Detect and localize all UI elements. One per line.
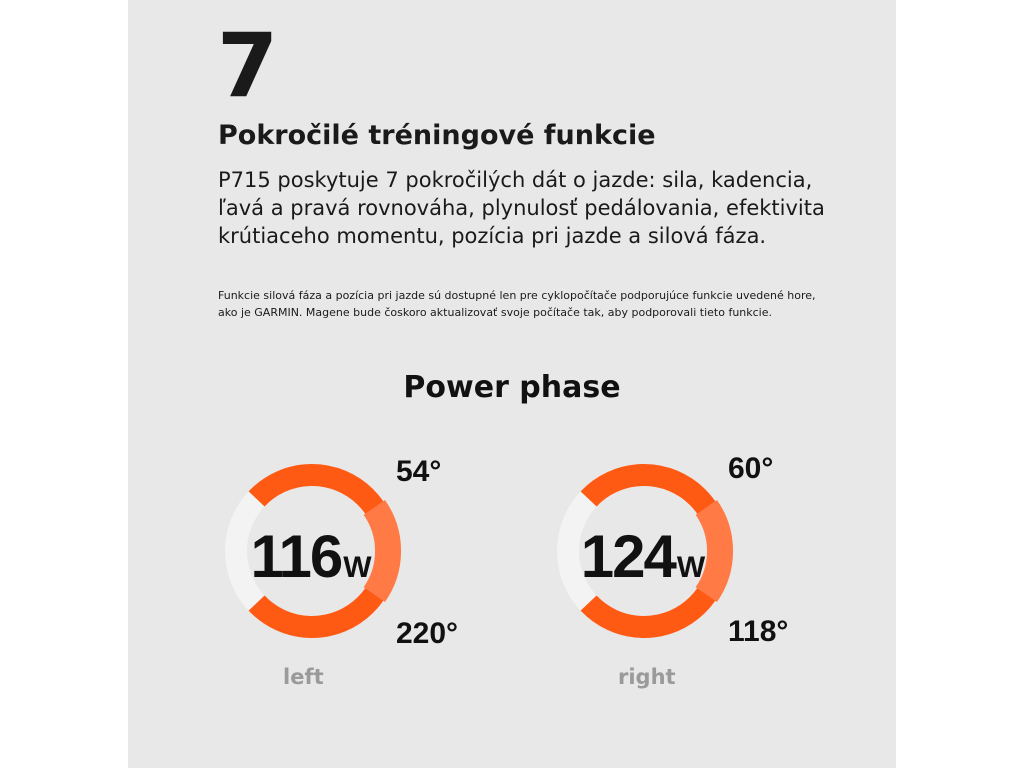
left-gauge [216, 455, 476, 695]
right-watts-unit: W [676, 551, 706, 584]
right-watts-value: 124 [580, 523, 675, 590]
right-label: right [618, 665, 676, 689]
right-start-angle: 60° [728, 452, 774, 485]
step-number: 7 [217, 14, 279, 117]
right-end-angle: 118° [728, 615, 789, 648]
right-watts [548, 522, 738, 591]
section-title: Power phase [403, 370, 621, 405]
left-watts [216, 522, 406, 591]
left-start-angle: 54° [396, 455, 442, 488]
intro-text: P715 poskytuje 7 pokročilých dát o jazde: sila, kadencia, ľavá a pravá rovnováha, plynulosť pedálovania, efektivita krútiaceho momentu, pozícia pri jazde a silová fáza. [218, 168, 825, 248]
headline: Pokročilé tréningové funkcie [218, 120, 656, 151]
left-label: left [283, 665, 324, 689]
note-text: Funkcie silová fáza a pozícia pri jazde sú dostupné len pre cyklopočítače podporujúce funkcie uvedené hore, ako je GARMIN. Magene bude čoskoro aktualizovať svoje počítače tak, aby podporovali tieto funkcie. [218, 289, 816, 319]
right-gauge [548, 452, 808, 695]
left-watts-unit: W [343, 551, 372, 584]
left-watts-value: 116 [250, 523, 342, 590]
content-panel [128, 0, 896, 768]
left-end-angle: 220° [396, 617, 459, 650]
